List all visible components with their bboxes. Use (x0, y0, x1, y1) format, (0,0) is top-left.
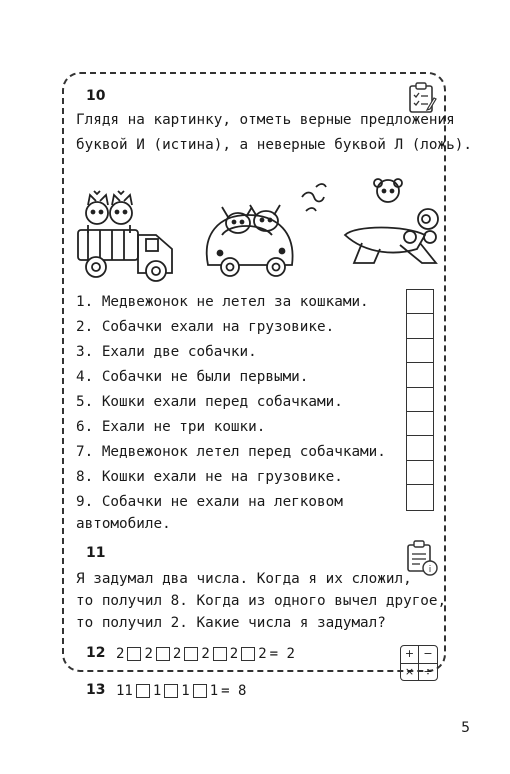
operator-box[interactable] (164, 684, 178, 698)
answer-cell[interactable] (407, 412, 433, 436)
task-13-number: 13 (86, 682, 106, 698)
operator-box[interactable] (241, 647, 255, 661)
statement-6: 6. Ехали не три кошки. (76, 419, 266, 435)
answer-cell[interactable] (407, 339, 433, 363)
equation-result: = 2 (269, 646, 295, 662)
operand: 2 (172, 646, 182, 662)
equation-result: = 8 (221, 683, 247, 699)
operand: 2 (229, 646, 239, 662)
task-13-equation (116, 683, 246, 699)
plane-with-bear (302, 179, 438, 263)
task-12-equation (116, 646, 295, 662)
vehicles-illustration (70, 175, 440, 285)
calculator-icon: + − × ÷ (400, 645, 438, 681)
answer-cell[interactable] (407, 388, 433, 412)
task-11-number: 11 (86, 545, 106, 561)
operator-box[interactable] (213, 647, 227, 661)
statement-1: 1. Медвежонок не летел за кошками. (76, 294, 369, 310)
operator-box[interactable] (136, 684, 150, 698)
statement-8: 8. Кошки ехали не на грузовике. (76, 469, 343, 485)
operand: 1 (152, 683, 162, 699)
task-10-instruction-line-2: буквой И (истина), а неверные буквой Л (ложь). (76, 137, 472, 153)
operand: 11 (116, 683, 133, 699)
operator-box[interactable] (156, 647, 170, 661)
answer-cell[interactable] (407, 363, 433, 387)
operand: 1 (181, 683, 190, 699)
statement-4: 4. Собачки не были первыми. (76, 369, 309, 385)
statement-7: 7. Медвежонок летел перед собачками. (76, 444, 386, 460)
car-with-puppies (207, 205, 293, 276)
statement-5: 5. Кошки ехали перед собачками. (76, 394, 343, 410)
page-number: 5 (461, 720, 470, 736)
task-11-line-3: то получил 2. Какие числа я задумал? (76, 615, 386, 631)
answer-cell[interactable] (407, 290, 433, 314)
operand: 2 (258, 646, 267, 662)
operator-box[interactable] (184, 647, 198, 661)
answer-cells (406, 289, 434, 511)
statement-9: 9. Собачки не ехали на легковом (76, 494, 343, 510)
statement-3: 3. Ехали две собачки. (76, 344, 257, 360)
svg-text:i: i (428, 565, 432, 575)
task-10-number: 10 (86, 88, 106, 104)
operand: 2 (116, 646, 125, 662)
answer-cell[interactable] (407, 461, 433, 485)
task-11-line-1: Я задумал два числа. Когда я их сложил, (76, 571, 412, 587)
operand: 1 (209, 683, 219, 699)
operand: 2 (201, 646, 210, 662)
operand: 2 (144, 646, 153, 662)
truck-with-kittens (78, 191, 172, 281)
operator-box[interactable] (193, 684, 207, 698)
answer-cell[interactable] (407, 436, 433, 460)
task-10-instruction-line-1: Глядя на картинку, отметь верные предложения (76, 112, 455, 128)
operator-box[interactable] (127, 647, 141, 661)
task-11-line-2: то получил 8. Когда из одного вычел другое, (76, 593, 447, 609)
statement-9-continuation: автомобиле. (76, 516, 171, 532)
statement-2: 2. Собачки ехали на грузовике. (76, 319, 335, 335)
answer-cell[interactable] (407, 485, 433, 509)
task-12-number: 12 (86, 645, 106, 661)
answer-cell[interactable] (407, 314, 433, 338)
